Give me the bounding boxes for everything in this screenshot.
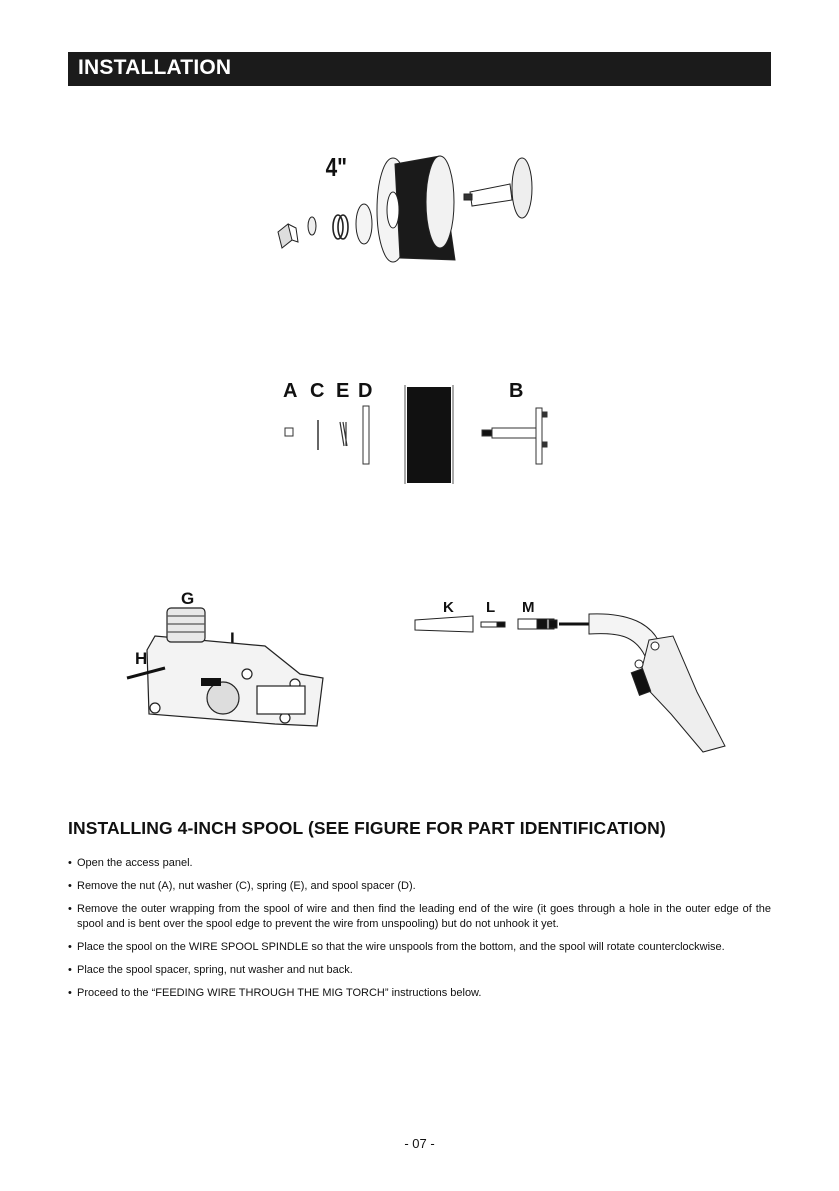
torch-handle-icon [639, 636, 725, 752]
torch-label-m: M [522, 599, 535, 616]
nut-part-icon [285, 428, 293, 436]
parts-identification-figure [270, 372, 570, 492]
washer-icon [308, 217, 316, 235]
wire-spool-icon [377, 156, 455, 262]
spool-exploded-figure [260, 140, 560, 290]
screw-icon [242, 669, 252, 679]
spool-size-label: 4" [325, 152, 348, 182]
step-item: • Remove the outer wrapping from the spool of wire and then find the leading end of the wire (it goes through a hole in the outer edge of the spool and is bent over the spool edge to prevent the wire from unspooling) but do not unhook it yet. [68, 902, 771, 932]
step-item: • Proceed to the “FEEDING WIRE THROUGH THE MIG TORCH” instructions below. [68, 986, 771, 1001]
spring-icon [333, 215, 348, 239]
step-item: • Open the access panel. [68, 856, 771, 871]
step-item: • Place the spool on the WIRE SPOOL SPINDLE so that the wire unspools from the bottom, and the spool will rotate counterclockwise. [68, 940, 771, 955]
drive-label-i: I [230, 629, 235, 648]
part-label-a: A [283, 380, 298, 402]
spacer-part-icon [363, 406, 369, 464]
step-item: • Place the spool spacer, spring, nut washer and nut back. [68, 963, 771, 978]
step-item: • Remove the nut (A), nut washer (C), spring (E), and spool spacer (D). [68, 879, 771, 894]
part-label-e: E [336, 380, 350, 402]
page-title: INSTALLATION [78, 56, 232, 79]
spring-part-icon [340, 422, 347, 446]
spool-part-icon [405, 385, 453, 484]
drive-label-h: H [135, 649, 148, 668]
torch-label-l: L [486, 599, 496, 616]
spool-spacer-icon [356, 204, 372, 244]
instruction-steps [68, 856, 771, 1009]
page-number: - 07 - [404, 1136, 435, 1151]
nut-icon [278, 224, 298, 248]
part-label-b: B [509, 380, 524, 402]
spool-spindle-icon [464, 158, 532, 218]
nozzle-icon [415, 616, 473, 632]
part-label-d: D [358, 380, 373, 402]
drive-roll-icon [207, 682, 239, 714]
section-header-bar [68, 52, 771, 86]
mig-torch-figure [413, 596, 738, 754]
spindle-part-icon [482, 408, 547, 464]
tension-knob-icon [167, 608, 205, 642]
section-title: INSTALLING 4-INCH SPOOL (SEE FIGURE FOR PART IDENTIFICATION) [68, 818, 666, 838]
torch-label-k: K [443, 599, 454, 616]
drive-roll-assembly-figure [125, 586, 330, 736]
part-label-c: C [310, 380, 325, 402]
drive-label-g: G [181, 589, 195, 608]
